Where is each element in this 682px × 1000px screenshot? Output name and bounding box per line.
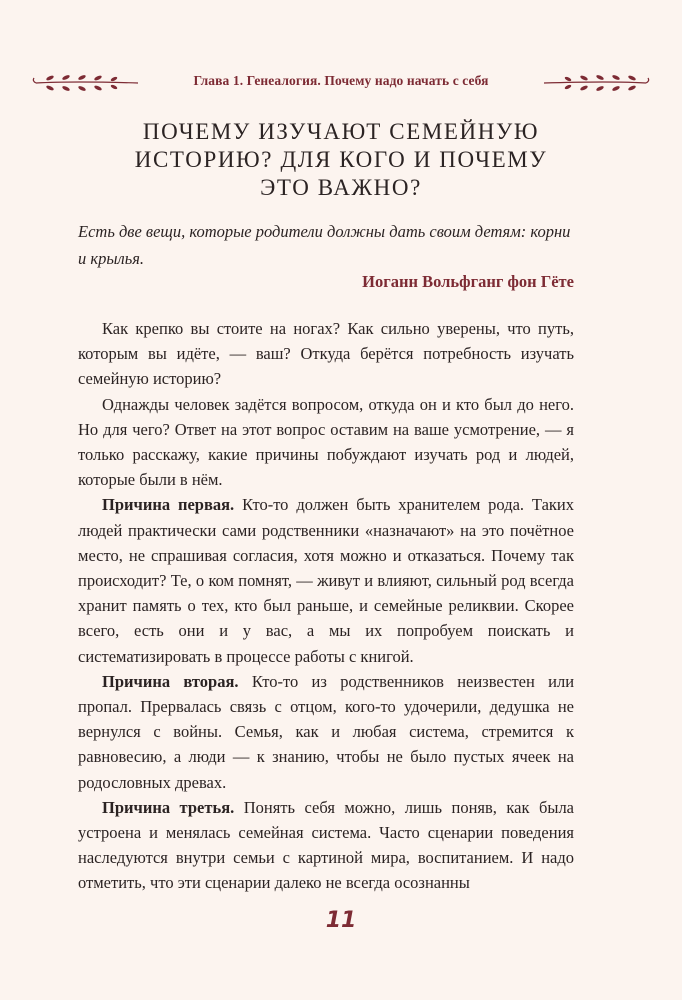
page-number: 11 — [325, 908, 357, 933]
chapter-title-line: ПОЧЕМУ ИЗУЧАЮТ СЕМЕЙНУЮ — [142, 119, 540, 144]
paragraph-text: Однажды человек задётся вопросом, откуда он и кто был до него. Но для чего? Ответ на этот вопрос оставим на ваше усмотрение, — я только расскажу, какие причины побуждают изучать род и людей, которые были в нём. — [78, 394, 574, 490]
paragraph-text: Как крепко вы стоите на ногах? Как сильно уверены, что путь, которым вы идёте, — ваш? Откуда берётся потребность изучать семейную историю? — [78, 319, 574, 389]
chapter-title — [0, 118, 682, 202]
paragraph — [78, 795, 574, 896]
paragraph-lead: Причина третья. — [102, 797, 235, 817]
paragraph-text: Кто-то из родственников неизвестен или пропал. Прервалась связь с отцом, кого-то удочерили, дедушка не вернулся с войны. Семья, как и любая система, стремится к равновесию, а люди — к знанию, чтобы не было пустых ячеек на родословных древах. — [78, 671, 575, 792]
paragraph — [78, 492, 574, 668]
chapter-title-line: ЭТО ВАЖНО? — [260, 175, 422, 200]
paragraph-text: Кто-то должен быть хранителем рода. Таких людей практически сами родственники «назначают» на это почётное место, не спрашивая согласия, хотя можно и отказаться. Почему так происходит? Те, о ком помнят, — живут и влияют, сильный род всегда хранит память о тех, кто был раньше, и семейные реликвии. Скорее всего, есть они и у вас, а мы их попробуем поискать и систематизировать в процессе работы с книгой. — [78, 495, 575, 666]
paragraph — [78, 669, 574, 795]
paragraph-text: Понять себя можно, лишь поняв, как была устроена и менялась семейная система. Часто сценарии поведения наследуются внутри семьи с картиной мира, воспитанием. И надо отметить, что эти сценарии далеко не всегда осознанны — [78, 797, 575, 893]
epigraph-author: Иоганн Вольфганг фон Гёте — [362, 272, 574, 291]
body-text — [78, 316, 574, 896]
epigraph-quote: Есть две вещи, которые родители должны дать своим детям: корни и крылья. — [78, 222, 571, 268]
paragraph — [78, 316, 574, 392]
chapter-title-line: ИСТОРИЮ? ДЛЯ КОГО И ПОЧЕМУ — [134, 147, 548, 172]
running-header — [32, 70, 650, 96]
running-head: Глава 1. Генеалогия. Почему надо начать с себя — [193, 73, 489, 88]
branch-ornament-right-icon — [540, 72, 650, 94]
paragraph-lead: Причина вторая. — [102, 671, 239, 691]
paragraph-lead: Причина первая. — [102, 495, 235, 515]
paragraph — [78, 392, 574, 493]
